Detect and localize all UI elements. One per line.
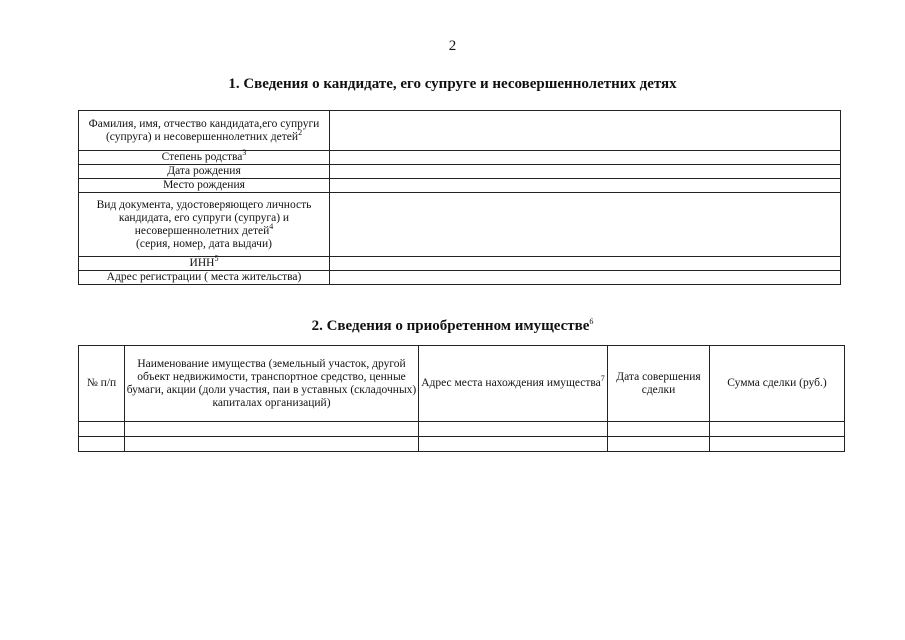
row-label-id-document: [79, 193, 330, 257]
value-cell-fio[interactable]: [330, 111, 841, 151]
label-text: Фамилия, имя, отчество кандидата,его супруги (супруга) и несовершеннолетних детей: [88, 117, 320, 143]
section2-title: [0, 318, 905, 335]
footnote-mark: 6: [589, 317, 594, 326]
row-label-fio: [79, 111, 330, 151]
table-header-row: [79, 346, 845, 422]
table-row: [79, 111, 841, 151]
acquired-property-table: [78, 345, 845, 452]
row-label-birthplace: Место рождения: [79, 179, 330, 193]
label-tail-text: (серия, номер, дата выдачи): [136, 237, 272, 250]
label-text: Вид документа, удостоверяющего личность кандидата, его супруги (супруга) и несовершеннолетних детей: [96, 198, 312, 237]
table-cell[interactable]: [710, 422, 845, 437]
table-cell[interactable]: [79, 422, 125, 437]
table-row: [79, 179, 841, 193]
value-cell-relation[interactable]: [330, 151, 841, 165]
table-cell[interactable]: [79, 437, 125, 452]
footnote-mark: 5: [214, 254, 219, 264]
value-cell-id-document[interactable]: [330, 193, 841, 257]
candidate-info-table: [78, 110, 841, 285]
page-number: 2: [448, 38, 457, 54]
value-cell-birthplace[interactable]: [330, 179, 841, 193]
row-label-relation: [79, 148, 330, 165]
table-row: [79, 422, 845, 437]
header-address-text: Адрес места нахождения имущества: [421, 377, 601, 389]
footnote-mark: 2: [298, 127, 303, 137]
table-row: [79, 257, 841, 271]
footnote-mark: 7: [600, 374, 605, 384]
value-cell-birthdate[interactable]: [330, 165, 841, 179]
section1-title: 1. Сведения о кандидате, его супруге и несовершеннолетних детях: [228, 76, 677, 92]
value-cell-inn[interactable]: [330, 257, 841, 271]
table-row: [79, 151, 841, 165]
table-cell[interactable]: [419, 437, 608, 452]
table-cell[interactable]: [608, 437, 710, 452]
section2-title-text: 2. Сведения о приобретенном имуществе: [311, 318, 590, 334]
header-property-name: Наименование имущества (земельный участок, другой объект недвижимости, транспортное средство, ценные бумаги, акции (доли участия, паи в уставных (складочных) капиталах организаций): [125, 346, 419, 422]
label-text: ИНН: [189, 257, 215, 269]
table-row: [79, 193, 841, 257]
header-address: [419, 346, 608, 422]
header-num: № п/п: [79, 346, 125, 422]
row-label-inn: [79, 254, 330, 271]
table-row: [79, 437, 845, 452]
value-cell-address[interactable]: [330, 271, 841, 285]
table-cell[interactable]: [125, 437, 419, 452]
table-cell[interactable]: [608, 422, 710, 437]
table-row: [79, 165, 841, 179]
footnote-mark: 3: [242, 148, 247, 158]
table-cell[interactable]: [125, 422, 419, 437]
table-cell[interactable]: [710, 437, 845, 452]
header-sum: Сумма сделки (руб.): [710, 346, 845, 422]
footnote-mark: 4: [269, 221, 274, 231]
row-label-birthdate: Дата рождения: [79, 165, 330, 179]
label-text: Степень родства: [161, 151, 243, 163]
table-cell[interactable]: [419, 422, 608, 437]
row-label-address: Адрес регистрации ( места жительства): [79, 271, 330, 285]
table-row: [79, 271, 841, 285]
header-date: Дата совершения сделки: [608, 346, 710, 422]
